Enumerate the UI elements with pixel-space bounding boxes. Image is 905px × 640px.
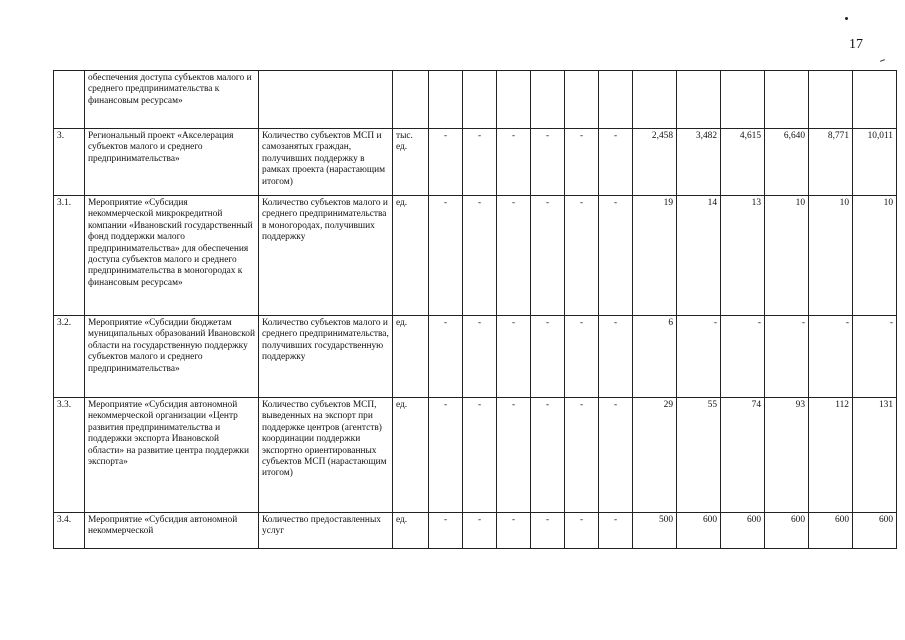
value-cell: - <box>599 513 633 549</box>
value-cell: 600 <box>809 513 853 549</box>
value-cell: 600 <box>765 513 809 549</box>
value-cell <box>599 71 633 129</box>
scan-speck <box>880 59 885 62</box>
unit: ед. <box>393 398 429 513</box>
value-cell: - <box>531 316 565 398</box>
unit: тыс. ед. <box>393 129 429 196</box>
value-cell: - <box>721 316 765 398</box>
value-cell: 10,011 <box>853 129 897 196</box>
value-cell: - <box>429 316 463 398</box>
value-cell <box>633 71 677 129</box>
value-cell: 3,482 <box>677 129 721 196</box>
value-cell: - <box>429 398 463 513</box>
value-cell: - <box>531 398 565 513</box>
value-cell: 6,640 <box>765 129 809 196</box>
measure-name: Мероприятие «Субсидия некоммерческой микрокредитной компании «Ивановский государственный фонд поддержки малого предпринимательства» для обеспечения доступа субъектов малого и среднего предпринимательства в моногородах к финансовым ресурсам» <box>85 196 259 316</box>
value-cell: - <box>463 196 497 316</box>
value-cell: - <box>765 316 809 398</box>
value-cell: 600 <box>677 513 721 549</box>
value-cell: 8,771 <box>809 129 853 196</box>
indicator-name: Количество субъектов малого и среднего предпринимательства, получивших государственную поддержку <box>259 316 393 398</box>
row-number: 3.2. <box>54 316 85 398</box>
value-cell <box>765 71 809 129</box>
value-cell: - <box>565 398 599 513</box>
unit <box>393 71 429 129</box>
row-number: 3.4. <box>54 513 85 549</box>
indicator-name <box>259 71 393 129</box>
value-cell: 19 <box>633 196 677 316</box>
value-cell <box>565 71 599 129</box>
measure-name: Мероприятие «Субсидии бюджетам муниципальных образований Ивановской области на государственную поддержку субъектов малого и среднего предпринимательства» <box>85 316 259 398</box>
table-row <box>54 316 897 398</box>
measure-name: Мероприятие «Субсидия автономной некоммерческой <box>85 513 259 549</box>
value-cell: - <box>677 316 721 398</box>
table-row <box>54 513 897 549</box>
value-cell: - <box>599 316 633 398</box>
value-cell: 10 <box>853 196 897 316</box>
value-cell <box>809 71 853 129</box>
value-cell: - <box>565 196 599 316</box>
value-cell: - <box>497 398 531 513</box>
value-cell <box>463 71 497 129</box>
value-cell: 74 <box>721 398 765 513</box>
value-cell <box>677 71 721 129</box>
value-cell: - <box>599 196 633 316</box>
value-cell: - <box>463 398 497 513</box>
measure-name: Мероприятие «Субсидия автономной некоммерческой организации «Центр развития предпринимательства и поддержки экспорта Ивановской области» на развитие центра поддержки экспорта» <box>85 398 259 513</box>
value-cell: 29 <box>633 398 677 513</box>
unit: ед. <box>393 316 429 398</box>
table-row <box>54 129 897 196</box>
value-cell: 14 <box>677 196 721 316</box>
value-cell: - <box>565 129 599 196</box>
row-number <box>54 71 85 129</box>
value-cell: 10 <box>809 196 853 316</box>
indicator-name: Количество субъектов малого и среднего предпринимательства в моногородах, получивших поддержку <box>259 196 393 316</box>
page-number: 17 <box>849 37 863 52</box>
value-cell: 600 <box>853 513 897 549</box>
value-cell: 112 <box>809 398 853 513</box>
value-cell: - <box>497 316 531 398</box>
value-cell <box>531 71 565 129</box>
row-number: 3. <box>54 129 85 196</box>
value-cell: - <box>565 513 599 549</box>
value-cell <box>721 71 765 129</box>
value-cell: - <box>429 196 463 316</box>
unit: ед. <box>393 513 429 549</box>
value-cell: 4,615 <box>721 129 765 196</box>
value-cell: 93 <box>765 398 809 513</box>
indicator-name: Количество субъектов МСП и самозанятых граждан, получивших поддержку в рамках проекта (нарастающим итогом) <box>259 129 393 196</box>
scan-speck <box>845 17 848 20</box>
indicator-name: Количество субъектов МСП, выведенных на экспорт при поддержке центров (агентств) координации поддержки экспортно ориентированных субъектов МСП (нарастающим итогом) <box>259 398 393 513</box>
value-cell: - <box>531 196 565 316</box>
value-cell: 6 <box>633 316 677 398</box>
table-row <box>54 398 897 513</box>
indicator-table <box>53 70 897 549</box>
value-cell: - <box>429 513 463 549</box>
indicator-name: Количество предоставленных услуг <box>259 513 393 549</box>
value-cell: 500 <box>633 513 677 549</box>
measure-name: обеспечения доступа субъектов малого и среднего предпринимательства к финансовым ресурсам» <box>85 71 259 129</box>
row-number: 3.3. <box>54 398 85 513</box>
value-cell: - <box>497 196 531 316</box>
value-cell: 600 <box>721 513 765 549</box>
value-cell <box>497 71 531 129</box>
value-cell: 13 <box>721 196 765 316</box>
value-cell: - <box>497 513 531 549</box>
value-cell: 2,458 <box>633 129 677 196</box>
table-row <box>54 71 897 129</box>
unit: ед. <box>393 196 429 316</box>
row-number: 3.1. <box>54 196 85 316</box>
table-row <box>54 196 897 316</box>
value-cell: 10 <box>765 196 809 316</box>
value-cell <box>429 71 463 129</box>
value-cell: - <box>599 129 633 196</box>
value-cell: - <box>463 316 497 398</box>
value-cell: - <box>463 513 497 549</box>
value-cell: - <box>531 129 565 196</box>
value-cell: - <box>853 316 897 398</box>
value-cell <box>853 71 897 129</box>
value-cell: - <box>809 316 853 398</box>
value-cell: - <box>531 513 565 549</box>
value-cell: - <box>463 129 497 196</box>
value-cell: 55 <box>677 398 721 513</box>
measure-name: Региональный проект «Акселерация субъектов малого и среднего предпринимательства» <box>85 129 259 196</box>
value-cell: - <box>565 316 599 398</box>
value-cell: - <box>429 129 463 196</box>
value-cell: - <box>599 398 633 513</box>
value-cell: 131 <box>853 398 897 513</box>
value-cell: - <box>497 129 531 196</box>
